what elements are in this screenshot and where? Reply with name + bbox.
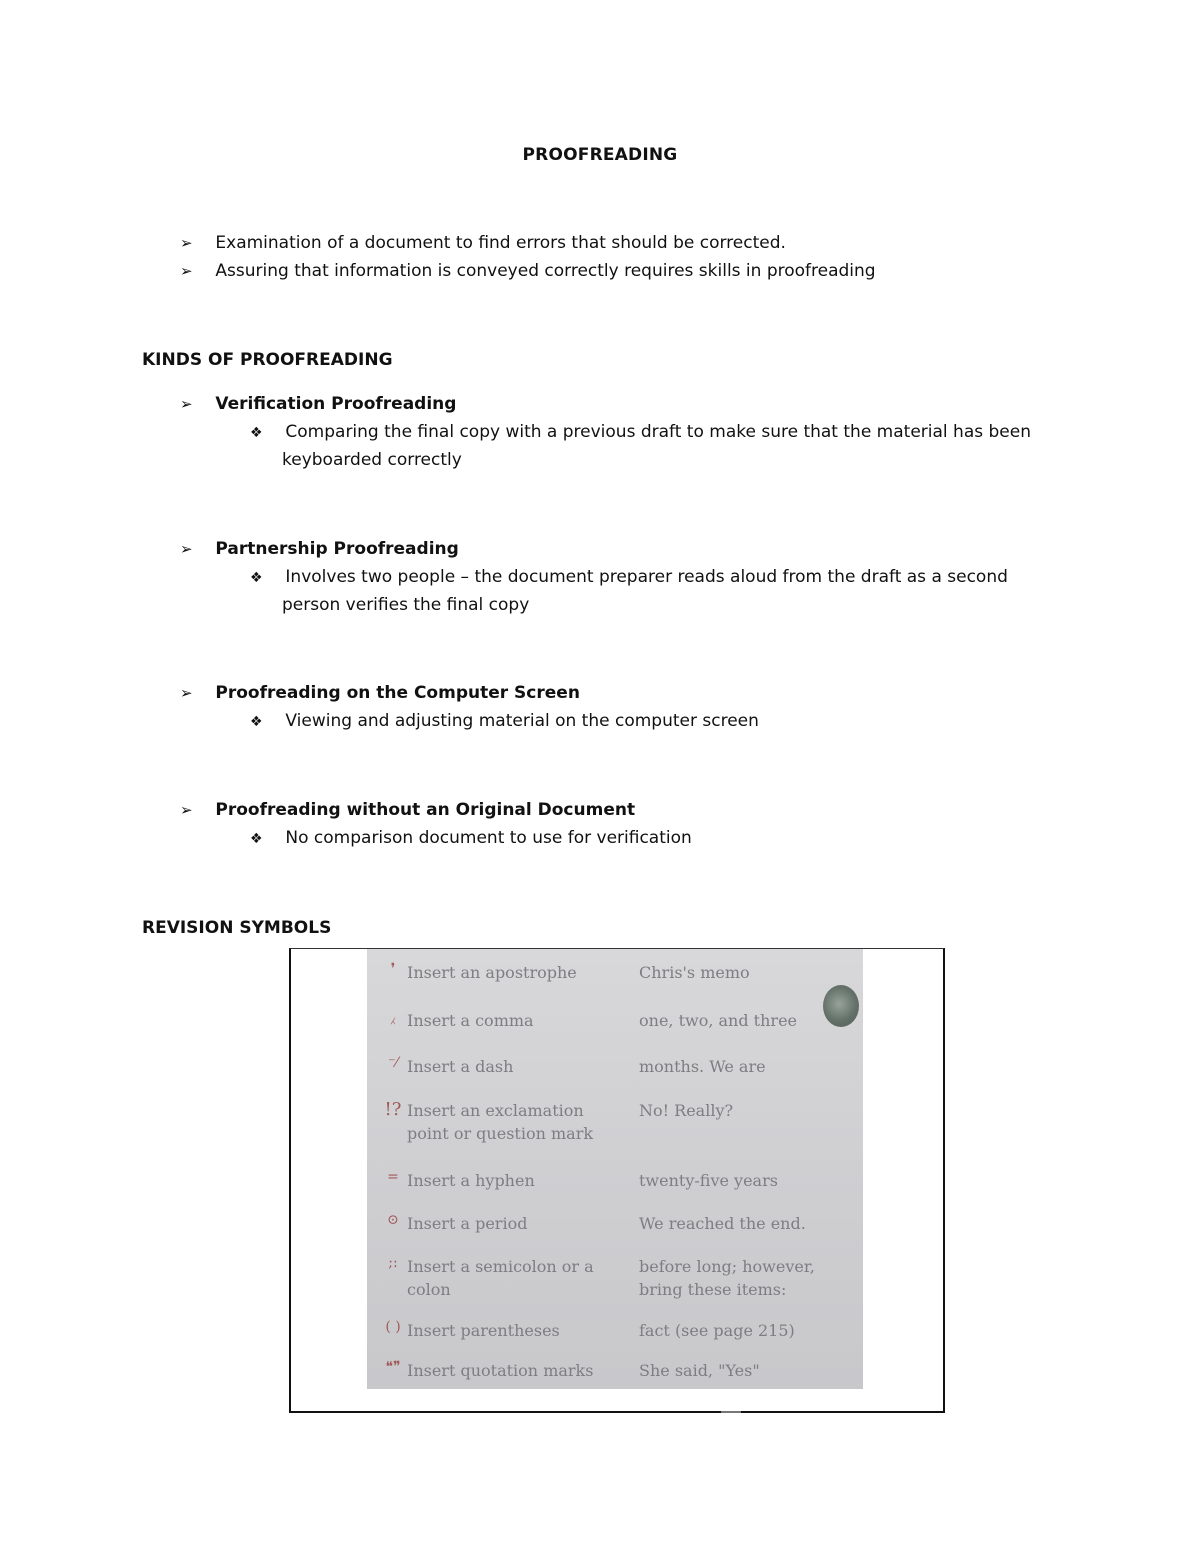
symbol-desc: Insert a hyphen [407, 1171, 535, 1190]
kind-desc-line [250, 418, 1031, 447]
symbol-desc: Insert an apostrophe [407, 963, 577, 982]
diamond-bullet-icon: ❖ [250, 570, 263, 586]
quotation-symbol-icon: ❝❞ [385, 1359, 401, 1375]
kind-desc-text: keyboarded correctly [282, 450, 462, 470]
revision-symbols-figure [289, 948, 945, 1413]
intro-item-1 [180, 229, 786, 257]
symbol-desc: Insert a comma [407, 1011, 534, 1030]
kind-desc-line [250, 707, 759, 736]
arrow-bullet-icon: ➢ [180, 262, 193, 280]
kind-desc-text: Viewing and adjusting material on the computer screen [285, 711, 759, 731]
symbol-desc: Insert an exclamation point or question mark [407, 1101, 594, 1143]
apostrophe-symbol-icon: ❜ [390, 961, 396, 977]
arrow-bullet-icon: ➢ [180, 395, 193, 413]
revision-symbols-heading: REVISION SYMBOLS [142, 918, 332, 938]
kind-title: Verification Proofreading [215, 394, 457, 414]
figure-mark [721, 1411, 741, 1413]
arrow-bullet-icon: ➢ [180, 234, 193, 252]
parentheses-symbol-icon: ( ) [385, 1319, 401, 1335]
arrow-bullet-icon: ➢ [180, 540, 193, 558]
kind-desc-line [250, 563, 1008, 592]
kind-desc-text: person verifies the final copy [282, 595, 530, 615]
symbol-example: twenty-five years [639, 1171, 778, 1190]
semicolon-colon-symbol-icon: ;: [388, 1255, 398, 1271]
symbol-desc: Insert a dash [407, 1057, 514, 1076]
symbol-example: one, two, and three [639, 1011, 797, 1030]
kind-without-original [180, 796, 635, 824]
symbol-example: We reached the end. [639, 1214, 806, 1233]
kind-title: Partnership Proofreading [215, 539, 459, 559]
kind-desc-text: Comparing the final copy with a previous draft to make sure that the material has been [285, 422, 1031, 442]
symbol-example: fact (see page 215) [639, 1321, 795, 1340]
kind-desc-line [250, 824, 692, 853]
page-title: PROOFREADING [522, 145, 678, 165]
diamond-bullet-icon: ❖ [250, 714, 263, 730]
symbol-desc: Insert a period [407, 1214, 528, 1233]
kind-title: Proofreading without an Original Document [215, 800, 636, 820]
symbol-example: No! Really? [639, 1101, 734, 1120]
intro-text: Assuring that information is conveyed correctly requires skills in proofreading [215, 261, 876, 281]
symbol-desc: Insert quotation marks [407, 1361, 594, 1380]
kind-desc-text: Involves two people – the document preparer reads aloud from the draft as a second [285, 567, 1008, 587]
hyphen-symbol-icon: = [387, 1169, 399, 1185]
kind-computer-screen [180, 679, 580, 707]
symbol-example: She said, "Yes" [639, 1361, 760, 1380]
revision-symbols-photo [367, 949, 863, 1389]
dash-symbol-icon: ⁻⁄ [388, 1055, 398, 1071]
symbol-desc: Insert parentheses [407, 1321, 560, 1340]
intro-text: Examination of a document to find errors that should be corrected. [215, 233, 786, 253]
symbol-desc: Insert a semicolon or a colon [407, 1257, 594, 1299]
comma-symbol-icon: ⁁ [391, 1009, 395, 1025]
symbol-example: before long; however, bring these items: [639, 1257, 815, 1299]
symbol-example: Chris's memo [639, 963, 750, 982]
kind-title: Proofreading on the Computer Screen [215, 683, 580, 703]
kind-desc-text: No comparison document to use for verification [285, 828, 692, 848]
arrow-bullet-icon: ➢ [180, 684, 193, 702]
symbol-example: months. We are [639, 1057, 766, 1076]
kind-verification [180, 390, 456, 418]
intro-item-2 [180, 257, 876, 285]
diamond-bullet-icon: ❖ [250, 425, 263, 441]
diamond-bullet-icon: ❖ [250, 831, 263, 847]
kinds-heading: KINDS OF PROOFREADING [142, 350, 393, 370]
period-symbol-icon: ⊙ [387, 1212, 399, 1228]
kind-partnership [180, 535, 459, 563]
exclamation-question-symbol-icon: !? [384, 1099, 402, 1120]
arrow-bullet-icon: ➢ [180, 801, 193, 819]
